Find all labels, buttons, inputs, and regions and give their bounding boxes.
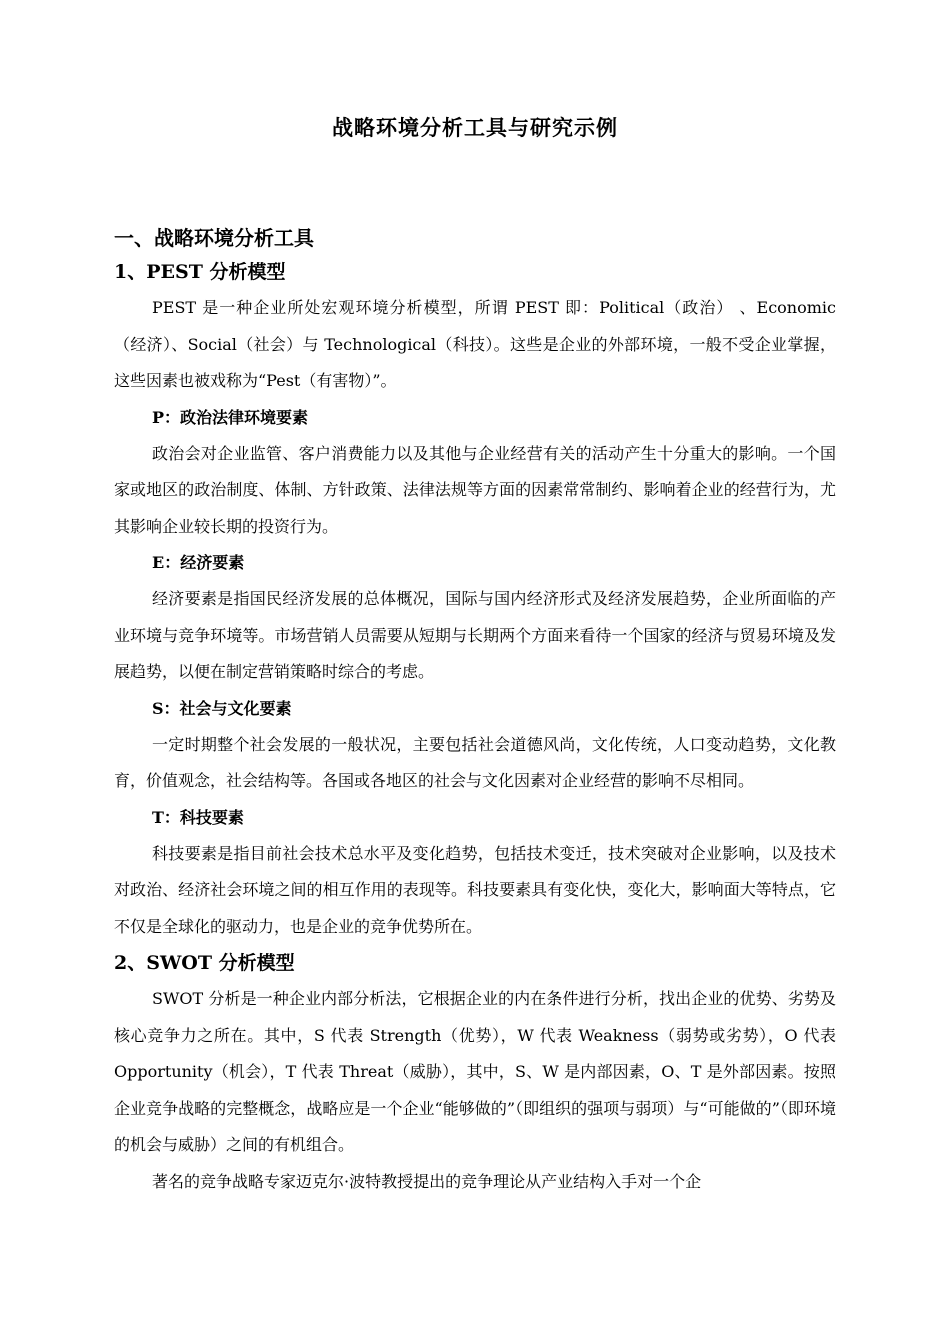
pest-e-heading: E：经济要素 — [152, 553, 245, 572]
pest-p-heading: P：政治法律环境要素 — [152, 407, 309, 427]
pest-t-paragraph: 科技要素是指目前社会技术总水平及变化趋势，包括技术变迁，技术突破对企业影响，以及技术对政治、经济社会环境之间的相互作用的表现等。科技要素具有变化快，变化大，影响面大等特点，它不仅是全球化的驱动力，也是企业的竞争优势所在。 — [114, 843, 836, 936]
pest-s-heading: S：社会与文化要素 — [152, 698, 292, 718]
pest-p-paragraph: 政治会对企业监管、客户消费能力以及其他与企业经营有关的活动产生十分重大的影响。一个国家或地区的政治制度、体制、方针政策、法律法规等方面的因素常常制约、影响着企业的经营行为，尤其影响企业较长期的投资行为。 — [114, 443, 836, 536]
document-body — [114, 222, 836, 1200]
section-heading-tools: 一、战略环境分析工具 — [114, 226, 314, 250]
swot-paragraph-1: SWOT 分析是一种企业内部分析法，它根据企业的内在条件进行分析，找出企业的优势、劣势及核心竞争力之所在。其中，S 代表 Strength（优势），W 代表 Weakness（弱势或劣势），O 代表 Opportunity（机会），T 代表 Threat（威胁），其中，S、W 是内部因素，O、T 是外部因素。按照企业竞争战略的完整概念，战略应是一个企业“能够做的”（即组织的强项与弱项）与“可能做的”（即环境的机会与威胁）之间的有机组合。 — [114, 989, 836, 1154]
subsection-heading-swot: 2、SWOT 分析模型 — [114, 952, 295, 974]
document-title: 战略环境分析工具与研究示例 — [332, 115, 618, 140]
swot-paragraph-2: 著名的竞争战略专家迈克尔·波特教授提出的竞争理论从产业结构入手对一个企 — [152, 1171, 702, 1191]
pest-e-paragraph: 经济要素是指国民经济发展的总体概况，国际与国内经济形式及经济发展趋势，企业所面临的产业环境与竞争环境等。市场营销人员需要从短期与长期两个方面来看待一个国家的经济与贸易环境及发展趋势，以便在制定营销策略时综合的考虑。 — [114, 589, 836, 681]
subsection-heading-pest: 1、PEST 分析模型 — [114, 261, 286, 283]
pest-t-heading: T：科技要素 — [152, 807, 244, 827]
pest-intro-paragraph: PEST 是一种企业所处宏观环境分析模型，所谓 PEST 即：Political（政治） 、Economic（经济）、Social（社会）与 Technological（科技）。这些是企业的外部环境，一般不受企业掌握，这些因素也被戏称为“Pest（有害物）”。 — [114, 298, 836, 390]
pest-s-paragraph: 一定时期整个社会发展的一般状况，主要包括社会道德风尚，文化传统，人口变动趋势，文化教育，价值观念，社会结构等。各国或各地区的社会与文化因素对企业经营的影响不尽相同。 — [114, 734, 836, 790]
